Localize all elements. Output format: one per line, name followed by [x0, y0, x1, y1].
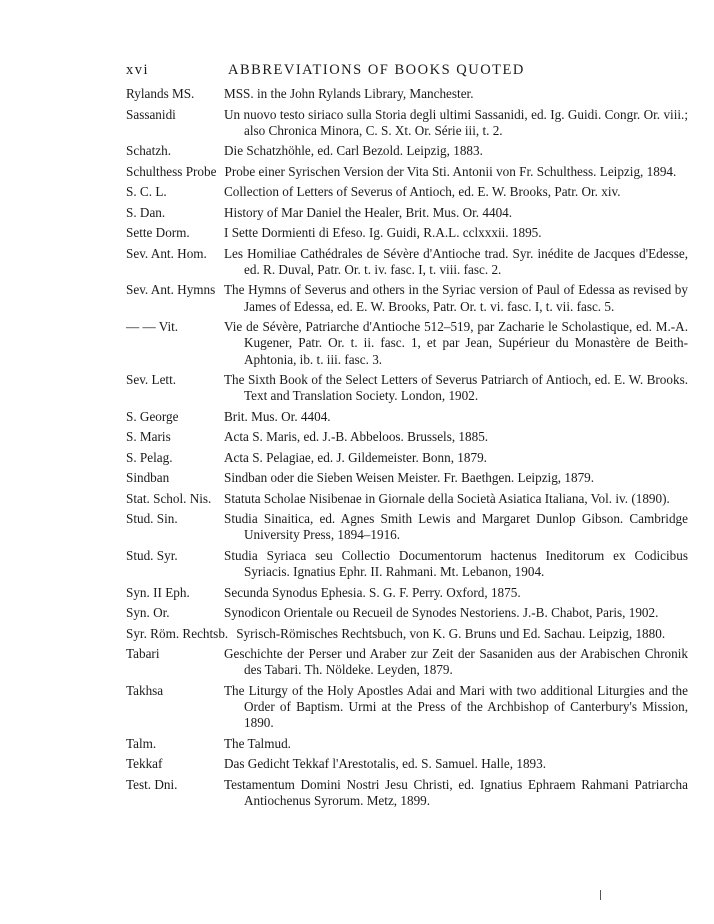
abbreviation-description: Studia Syriaca seu Collectio Documentorum hactenus Ineditorum ex Codicibus Syriacis. Ignatius Ephr. II. Rahmani. Mt. Lebanon, 1904.: [224, 547, 688, 580]
abbreviation-term: Tabari: [126, 646, 160, 662]
abbreviation-description: Acta S. Pelagiae, ed. J. Gildemeister. Bonn, 1879.: [224, 449, 487, 465]
abbreviation-term: S. Maris: [126, 429, 171, 445]
abbreviation-entry: [126, 184, 688, 200]
abbreviation-description: Geschichte der Perser und Araber zur Zeit der Sasaniden aus der Arabischen Chronik des Tabari. Th. Nöldeke. Leyden, 1879.: [224, 646, 688, 678]
abbreviation-entry: [126, 225, 688, 241]
abbreviation-term: Syr. Röm. Rechtsb.: [126, 625, 229, 641]
abbreviation-entry: [126, 205, 688, 221]
abbreviation-entry: [126, 246, 688, 278]
abbreviation-description: Secunda Synodus Ephesia. S. G. F. Perry. Oxford, 1875.: [224, 584, 521, 600]
abbreviation-term: Tekkaf: [126, 756, 163, 772]
abbreviation-entry: [126, 429, 688, 445]
abbreviation-term: Sindban: [126, 470, 170, 486]
abbreviation-description: Acta S. Maris, ed. J.-B. Abbeloos. Brussels, 1885.: [224, 429, 489, 445]
abbreviation-entry: [126, 548, 688, 580]
abbreviation-term: Schulthess Probe: [126, 163, 217, 179]
abbreviation-term: S. George: [126, 408, 179, 424]
abbreviation-description: The Sixth Book of the Select Letters of Severus Patriarch of Antioch, ed. E. W. Brooks. Text and Translation Society. London, 1902.: [224, 372, 688, 404]
abbreviation-entry: [126, 164, 688, 180]
abbreviation-term: S. Dan.: [126, 204, 166, 220]
abbreviation-description: Sindban oder die Sieben Weisen Meister. Fr. Baethgen. Leipzig, 1879.: [224, 470, 595, 486]
abbreviation-entry: [126, 491, 688, 507]
abbreviation-term: Sette Dorm.: [126, 225, 190, 241]
abbreviation-term: Stud. Sin.: [126, 511, 178, 527]
abbreviation-entry: [126, 450, 688, 466]
abbreviation-description: The Hymns of Severus and others in the Syriac version of Paul of Edessa as revised by James of Edessa, ed. E. W. Brooks, Patr. Or. t. vi. fasc. I, t. vii. fasc. 5.: [224, 282, 688, 314]
abbreviation-term: Schatzh.: [126, 143, 172, 159]
abbreviation-description: The Liturgy of the Holy Apostles Adai and Mari with two additional Liturgies and the Order of Baptism. Urmi at the Press of the Archbishop of Canterbury's Mission, 1890.: [224, 682, 688, 731]
abbreviation-description: Statuta Scholae Nisibenae in Giornale della Società Asiatica Italiana, Vol. iv. (1890).: [224, 490, 670, 506]
abbreviation-description: Brit. Mus. Or. 4404.: [224, 408, 331, 424]
abbreviation-description: Probe einer Syrischen Version der Vita Sti. Antonii von Fr. Schulthess. Leipzig, 1894.: [224, 163, 677, 179]
abbreviation-entry: [126, 86, 688, 102]
abbreviation-description: I Sette Dormienti di Efeso. Ig. Guidi, R.A.L. cclxxxii. 1895.: [224, 225, 542, 241]
abbreviation-term: Takhsa: [126, 682, 164, 698]
abbreviation-term: Stat. Schol. Nis.: [126, 490, 212, 506]
abbreviation-entry: [126, 372, 688, 404]
abbreviation-term: S. C. L.: [126, 184, 167, 200]
abbreviation-description: Synodicon Orientale ou Recueil de Synodes Nestoriens. J.-B. Chabot, Paris, 1902.: [224, 605, 659, 621]
abbreviation-term: — — Vit.: [126, 319, 179, 335]
abbreviation-term: Test. Dni.: [126, 776, 178, 792]
abbreviation-description: Collection of Letters of Severus of Antioch, ed. E. W. Brooks, Patr. Or. xiv.: [224, 184, 621, 200]
abbreviation-term: Sev. Ant. Hom.: [126, 245, 207, 261]
abbreviation-entry: [126, 756, 688, 772]
abbreviation-entry: [126, 470, 688, 486]
abbreviation-term: Talm.: [126, 735, 157, 751]
abbreviation-description: Testamentum Domini Nostri Jesu Christi, ed. Ignatius Ephraem Rahmani Patriarcha Antiochenus Syrorum. Metz, 1899.: [224, 776, 688, 808]
abbreviation-description: Syrisch-Römisches Rechtsbuch, von K. G. Bruns und Ed. Sachau. Leipzig, 1880.: [236, 625, 666, 641]
abbreviation-entry: [126, 626, 688, 642]
abbreviation-entry: [126, 646, 688, 678]
abbreviation-description: History of Mar Daniel the Healer, Brit. Mus. Or. 4404.: [224, 204, 513, 220]
page-header: [126, 62, 686, 80]
abbreviation-description: Les Homiliae Cathédrales de Sévère d'Antioche trad. Syr. inédite de Jacques d'Edesse, ed. R. Duval, Patr. Or. t. iv. fasc. I, t. viii. fasc. 2.: [224, 245, 688, 277]
abbreviation-term: Sev. Lett.: [126, 372, 177, 388]
abbreviation-term: Syn. Or.: [126, 605, 170, 621]
abbreviation-term: Syn. II Eph.: [126, 584, 190, 600]
abbreviation-description: Vie de Sévère, Patriarche d'Antioche 512–519, par Zacharie le Scholastique, ed. M.-A. Kugener, Patr. Or. t. ii. fasc. 1, et par Jean, Supérieur du Monastère de Beith-Aphtonia, ib. t. iii. fasc. 3.: [224, 319, 688, 367]
abbreviation-description: The Talmud.: [224, 735, 291, 751]
abbreviation-term: Sev. Ant. Hymns: [126, 282, 216, 298]
margin-mark: [600, 890, 601, 900]
abbreviation-entry: [126, 683, 688, 732]
abbreviation-term: Sassanidi: [126, 106, 176, 122]
abbreviations-list: [126, 86, 688, 813]
running-head: ABBREVIATIONS OF BOOKS QUOTED: [228, 62, 525, 78]
abbreviation-entry: [126, 511, 688, 543]
abbreviation-description: MSS. in the John Rylands Library, Manchester.: [224, 86, 474, 101]
abbreviation-entry: [126, 282, 688, 314]
abbreviation-entry: [126, 107, 688, 139]
abbreviation-term: Stud. Syr.: [126, 547, 178, 563]
abbreviation-entry: [126, 585, 688, 601]
abbreviation-term: Rylands MS.: [126, 86, 195, 101]
page-number: xvi: [126, 62, 150, 78]
abbreviation-description: Die Schatzhöhle, ed. Carl Bezold. Leipzig, 1883.: [224, 143, 483, 159]
abbreviation-entry: [126, 736, 688, 752]
abbreviation-entry: [126, 143, 688, 159]
abbreviation-term: S. Pelag.: [126, 449, 173, 465]
abbreviation-description: Studia Sinaitica, ed. Agnes Smith Lewis and Margaret Dunlop Gibson. Cambridge University Press, 1894–1916.: [224, 511, 688, 543]
abbreviation-entry: [126, 319, 688, 368]
abbreviation-entry: [126, 409, 688, 425]
abbreviation-description: Das Gedicht Tekkaf l'Arestotalis, ed. S. Samuel. Halle, 1893.: [224, 756, 547, 772]
abbreviation-entry: [126, 777, 688, 809]
abbreviation-entry: [126, 605, 688, 621]
abbreviation-description: Un nuovo testo siriaco sulla Storia degli ultimi Sassanidi, ed. Ig. Guidi. Congr. Or. viii.; also Chronica Minora, C. S. Xt. Or. Série iii, t. 2.: [224, 106, 688, 138]
